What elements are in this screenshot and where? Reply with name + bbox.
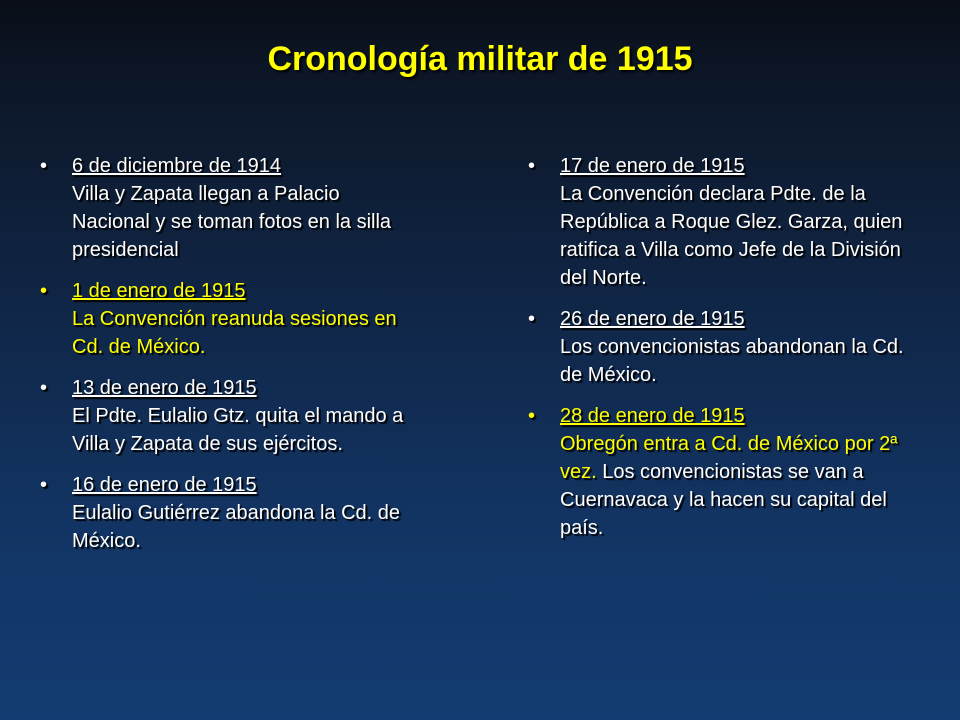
timeline-description: La Convención reanuda sesiones en Cd. de México. — [72, 308, 397, 358]
bullet-dot-icon: • — [528, 308, 536, 330]
slide-title: Cronología militar de 1915 — [267, 40, 693, 78]
timeline-date: 28 de enero de 1915 — [560, 405, 745, 427]
timeline-item-1915-01-28 — [528, 402, 913, 542]
timeline-date: 26 de enero de 1915 — [560, 308, 745, 330]
timeline-description-highlight: Obregón entra a Cd. de México por 2ª vez. — [560, 433, 898, 483]
bullet-dot-icon: • — [40, 377, 48, 399]
right-timeline-list — [528, 152, 913, 555]
timeline-date: 16 de enero de 1915 — [72, 474, 257, 496]
bullet-dot-icon: • — [40, 474, 48, 496]
timeline-description: La Convención declara Pdte. de la República a Roque Glez. Garza, quien ratifica a Villa como Jefe de la División del Norte. — [560, 183, 903, 289]
timeline-description: Eulalio Gutiérrez abandona la Cd. de México. — [72, 502, 400, 552]
timeline-item-1915-01-01 — [40, 277, 410, 361]
timeline-description: El Pdte. Eulalio Gtz. quita el mando a Villa y Zapata de sus ejércitos. — [72, 405, 404, 455]
bullet-dot-icon: • — [40, 155, 48, 177]
timeline-date: 1 de enero de 1915 — [72, 280, 246, 302]
timeline-item-1915-01-26 — [528, 305, 913, 389]
timeline-item-1915-01-13 — [40, 374, 410, 458]
left-timeline-list — [40, 152, 410, 568]
timeline-item-1914-12-06 — [40, 152, 410, 264]
timeline-date: 13 de enero de 1915 — [72, 377, 257, 399]
timeline-description-rest: Los convencionistas se van a Cuernavaca y la hacen su capital del país. — [560, 461, 887, 539]
bullet-dot-icon: • — [528, 155, 536, 177]
timeline-description — [560, 430, 913, 542]
timeline-date: 17 de enero de 1915 — [560, 155, 745, 177]
timeline-description: Los convencionistas abandonan la Cd. de México. — [560, 336, 904, 386]
bullet-dot-icon: • — [528, 405, 536, 427]
bullet-dot-icon: • — [40, 280, 48, 302]
timeline-item-1915-01-17 — [528, 152, 913, 292]
timeline-description: Villa y Zapata llegan a Palacio Nacional y se toman fotos en la silla presidencial — [72, 183, 392, 261]
timeline-date: 6 de diciembre de 1914 — [72, 155, 282, 177]
timeline-item-1915-01-16 — [40, 471, 410, 555]
